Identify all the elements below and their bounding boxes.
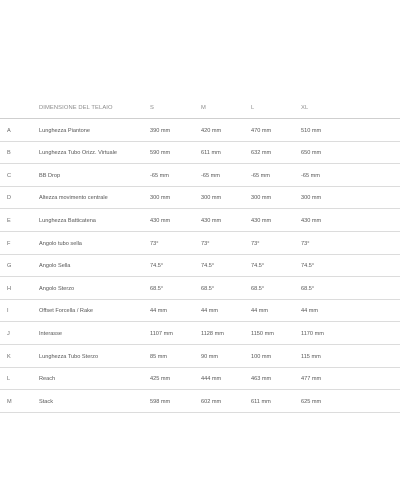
header-size-s: S (150, 105, 154, 111)
value-m: 611 mm (201, 150, 221, 157)
header-size-l: L (251, 105, 255, 111)
value-l: 44 mm (251, 308, 269, 315)
value-m: 74.5° (201, 263, 215, 270)
value-l: -65 mm (251, 172, 270, 179)
value-l: 470 mm (251, 127, 272, 134)
row-label: Angolo Sella (39, 263, 71, 270)
value-l: 73° (251, 240, 260, 247)
value-xl: 68.5° (301, 285, 315, 292)
geometry-table (0, 94, 400, 413)
value-xl: 74.5° (301, 263, 315, 270)
value-l: 300 mm (251, 195, 272, 202)
value-s: 85 mm (150, 353, 168, 360)
row-label: Offset Forcella / Rake (39, 308, 93, 315)
row-label: Lunghezza Piantone (39, 127, 91, 134)
value-s: 44 mm (150, 308, 168, 315)
value-xl: 477 mm (301, 376, 322, 383)
value-s: 590 mm (150, 150, 171, 157)
value-m: 602 mm (201, 398, 222, 405)
row-letter: I (7, 308, 9, 315)
table-row (0, 142, 400, 165)
value-m: 300 mm (201, 195, 222, 202)
row-letter: B (7, 150, 11, 157)
row-label: Lunghezza Tubo Orizz. Virtuale (39, 150, 117, 157)
value-m: 420 mm (201, 127, 222, 134)
row-label: BB Drop (39, 172, 61, 179)
value-l: 100 mm (251, 353, 272, 360)
value-s: 300 mm (150, 195, 171, 202)
value-m: 73° (201, 240, 210, 247)
table-row (0, 390, 400, 413)
table-row (0, 368, 400, 391)
value-s: 425 mm (150, 376, 171, 383)
value-xl: 300 mm (301, 195, 322, 202)
row-label: Stack (39, 398, 53, 405)
value-l: 632 mm (251, 150, 272, 157)
value-m: 430 mm (201, 217, 222, 224)
value-xl: 115 mm (301, 353, 321, 360)
row-label: Interasse (39, 330, 63, 337)
table-row (0, 209, 400, 232)
row-letter: A (7, 127, 11, 134)
value-m: 90 mm (201, 353, 219, 360)
row-letter: C (7, 172, 12, 179)
header-frame-size: DIMENSIONE DEL TELAIO (39, 105, 113, 111)
row-letter: J (7, 330, 10, 337)
value-xl: 1170 mm (301, 330, 324, 337)
value-s: 73° (150, 240, 159, 247)
table-row (0, 345, 400, 368)
value-s: 74.5° (150, 263, 164, 270)
table-row (0, 322, 400, 345)
value-s: -65 mm (150, 172, 169, 179)
value-l: 611 mm (251, 398, 271, 405)
value-xl: 650 mm (301, 150, 322, 157)
value-xl: 430 mm (301, 217, 322, 224)
row-label: Lunghezza Batticatena (39, 217, 96, 224)
value-xl: 44 mm (301, 308, 319, 315)
value-s: 1107 mm (150, 330, 173, 337)
header-size-m: M (201, 105, 206, 111)
table-row (0, 232, 400, 255)
table-row (0, 255, 400, 278)
row-letter: L (7, 376, 11, 383)
row-letter: F (7, 240, 11, 247)
value-l: 68.5° (251, 285, 265, 292)
row-letter: E (7, 217, 11, 224)
value-xl: -65 mm (301, 172, 320, 179)
value-s: 68.5° (150, 285, 164, 292)
row-label: Reach (39, 376, 56, 383)
table-row (0, 187, 400, 210)
row-letter: K (7, 353, 11, 360)
row-label: Altezza movimento centrale (39, 195, 108, 202)
table-row (0, 119, 400, 142)
value-m: 68.5° (201, 285, 215, 292)
value-m: 444 mm (201, 376, 222, 383)
value-l: 430 mm (251, 217, 272, 224)
value-m: 44 mm (201, 308, 219, 315)
value-l: 1150 mm (251, 330, 274, 337)
table-row (0, 164, 400, 187)
row-letter: G (7, 263, 12, 270)
row-label: Angolo tubo sella (39, 240, 82, 247)
value-xl: 510 mm (301, 127, 322, 134)
value-s: 598 mm (150, 398, 171, 405)
row-letter: M (7, 398, 12, 405)
value-l: 74.5° (251, 263, 265, 270)
row-label: Lunghezza Tubo Sterzo (39, 353, 99, 360)
value-m: 1128 mm (201, 330, 224, 337)
value-m: -65 mm (201, 172, 220, 179)
row-letter: D (7, 195, 12, 202)
row-label: Angolo Sterzo (39, 285, 75, 292)
table-row (0, 300, 400, 323)
table-row (0, 277, 400, 300)
row-letter: H (7, 285, 12, 292)
value-s: 390 mm (150, 127, 171, 134)
value-s: 430 mm (150, 217, 171, 224)
value-l: 463 mm (251, 376, 272, 383)
header-size-xl: XL (301, 105, 309, 111)
value-xl: 73° (301, 240, 310, 247)
value-xl: 625 mm (301, 398, 322, 405)
table-header-row (0, 94, 400, 119)
